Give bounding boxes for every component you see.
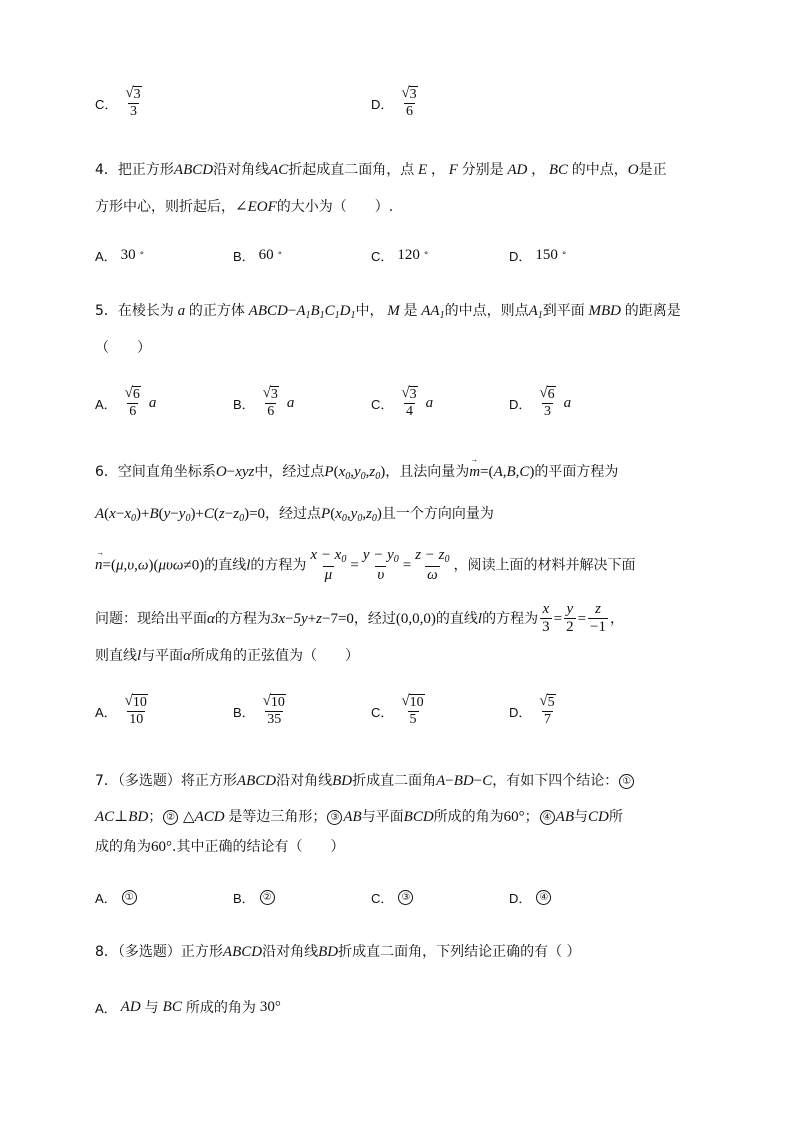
q6-option-c: C． √ 10 5	[371, 693, 424, 728]
q6-stem-line2: $A(x-x_0)+B(y-y_0)+C(z-z_0)=0$，经过点$P(x_0,y_0,z_0)$且一个方向向量为	[95, 506, 494, 524]
q6-option-a: A． √ 10 10	[95, 693, 147, 728]
q7-option-d: D． ④	[509, 888, 552, 907]
q6-stem-line4: 问题：现给出平面α的方程为3x−5y+z−7=0，经过(0,0,0)的直线l的方程为 $\frac{x}{3}$ = $\frac{y}{2}$ = $\frac{z}{-1}$ ，	[95, 601, 624, 636]
q4-stem-line2: 方形中心，则折起后，∠EOF的大小为（ ）.	[95, 199, 394, 215]
q4-option-d: D． 150 °	[509, 247, 567, 264]
q5-option-a: A． √ 6 6 a	[95, 385, 157, 420]
fraction: √ 3 3	[125, 85, 141, 120]
q7-stem-line1: 7．（多选题）将正方形ABCD沿对角线BD折成直二面角A−BD−C，有如下四个结论： ①	[95, 770, 635, 790]
q7-option-b: B． ②	[233, 888, 276, 907]
q4-option-a: A． 30 °	[95, 247, 145, 264]
q5-option-c: C． √ 3 4 a	[371, 385, 434, 420]
q4-option-b: B． 60 °	[233, 247, 283, 264]
q4-stem-line1: 4．把正方形ABCD沿对角线AC折起成直二面角，点 E ， F 分别是 AD ， BC 的中点，O是正	[95, 162, 667, 178]
q6-option-d: D． √ 5 7	[509, 693, 555, 728]
q3-option-d: D． √ 3 6	[371, 86, 422, 120]
q5-stem-line1: 5．在棱长为 a 的正方体 $ABCD-A_1B_1C_1D_1$中， M 是 $AA_1$的中点，则点$A_1$到平面 MBD 的距离是	[95, 303, 681, 321]
q7-stem-line3: 成的角为60°.其中正确的结论有（ ）	[95, 839, 345, 855]
q7-option-c: C． ③	[371, 888, 414, 907]
q6-stem-line3: n → =(μ,υ,ω)(μυω≠0)的直线l的方程为 $\frac{x - x_0}{\mu}$ = $\frac{y - y_0}{\upsilon}$ = $\frac{z - z_0}{\omega}$ ，阅读上面的材料并解决下面	[95, 547, 636, 583]
q5-option-d: D． √ 6 3 a	[509, 385, 572, 420]
fraction: √ 3 6	[401, 85, 417, 120]
q7-stem-line2: AC⊥BD； ② △ACD 是等边三角形； ③ AB与平面BCD所成的角为60°； ④ AB与CD所	[95, 809, 623, 825]
q6-option-b: B． √ 10 35	[233, 693, 285, 728]
q7-option-a: A． ①	[95, 888, 138, 907]
q5-option-b: B． √ 3 6 a	[233, 385, 295, 420]
q5-stem-line2: （ ）	[95, 340, 151, 356]
q3-option-c: C． √ 3 3	[95, 86, 146, 120]
q6-stem-line5: 则直线l与平面α所成角的正弦值为（ ）	[95, 648, 360, 664]
q6-stem-line1: 6．空间直角坐标系O−xyz中，经过点$P(x_0,y_0,z_0)$，且法向量为m → =(A,B,C)的平面方程为	[95, 455, 619, 482]
q4-option-c: C． 120 °	[371, 247, 429, 264]
q8-option-a: A． AD 与 BC 所成的角为 30°	[95, 998, 281, 1016]
q8-stem: 8．（多选题）正方形ABCD沿对角线BD折成直二面角，下列结论正确的有（ ）	[95, 944, 581, 960]
